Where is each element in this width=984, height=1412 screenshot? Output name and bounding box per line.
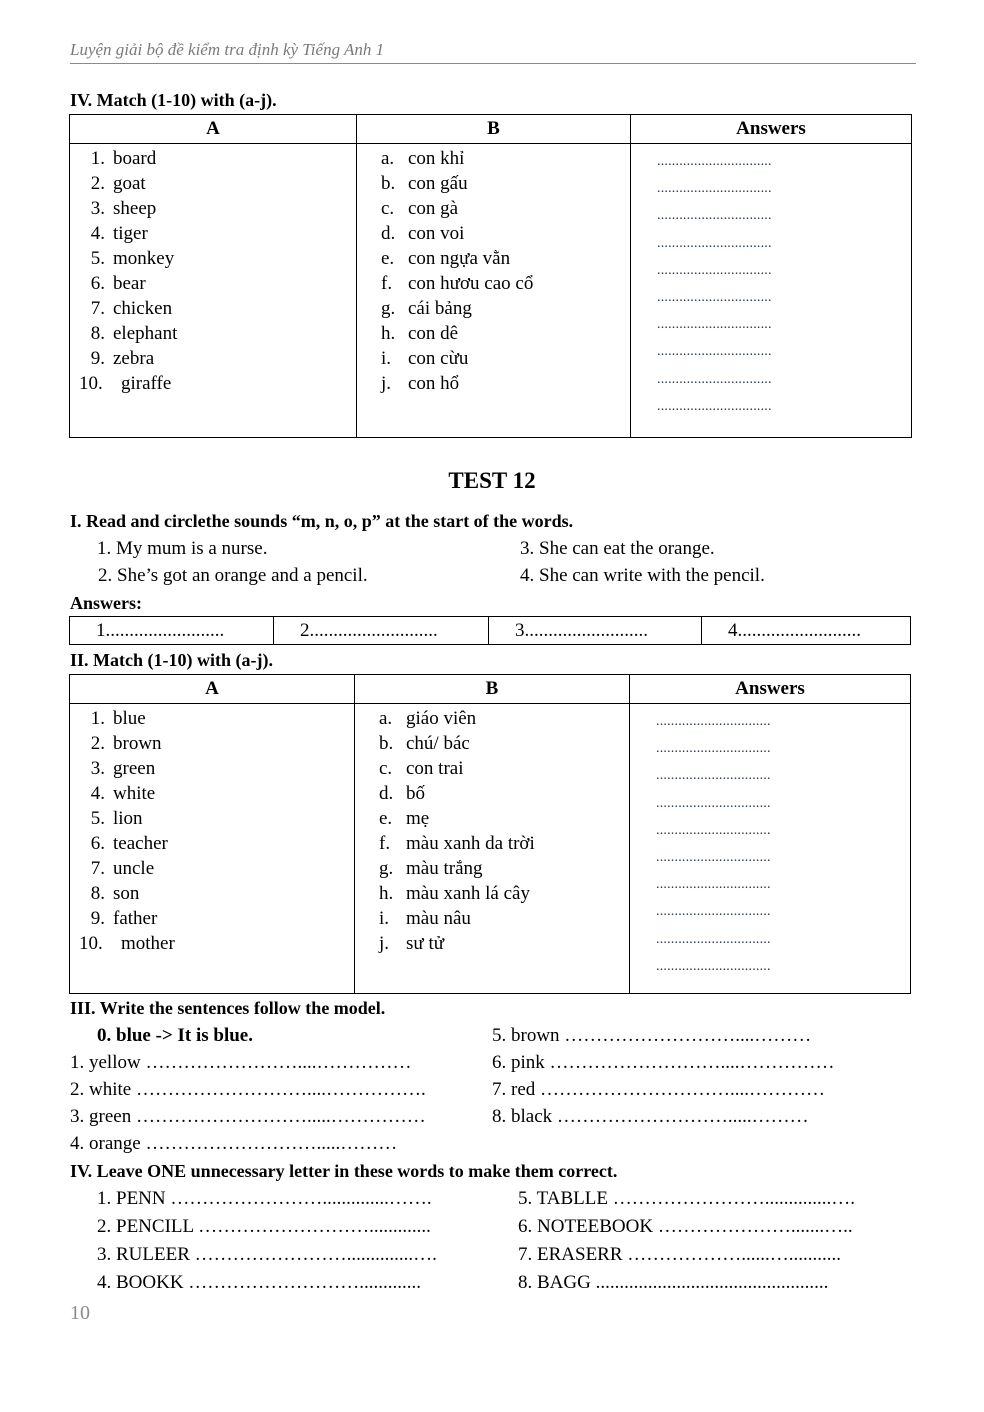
answer-blank[interactable]: ............................... [656, 741, 771, 757]
item-word: board [113, 148, 157, 169]
answer-blank[interactable]: ............................... [657, 262, 772, 278]
item-number: 1. [90, 708, 105, 729]
item-word: giraffe [121, 373, 172, 394]
item-word: tiger [113, 223, 148, 244]
model-example: 0. blue -> It is blue. [97, 1025, 253, 1046]
item-meaning: con khỉ [408, 148, 465, 169]
list-item-b [379, 781, 629, 806]
item-number: 2. [90, 733, 105, 754]
list-item-a [79, 246, 356, 271]
list-item-b [379, 881, 629, 906]
list-item-a [79, 856, 354, 881]
write-item-1[interactable]: 1. yellow ……………………....…………… [70, 1052, 412, 1073]
list-item-b [379, 831, 629, 856]
column-header-a: A [70, 675, 355, 704]
answer-blank[interactable]: ............................... [657, 371, 772, 387]
item-letter: c. [381, 198, 395, 219]
list-item-b [381, 196, 630, 221]
item-letter: i. [381, 348, 392, 369]
item-letter: c. [379, 758, 393, 779]
column-header-a: A [70, 115, 357, 144]
fix-word-item-2[interactable]: 2. PENCILL ………………………............. [97, 1216, 431, 1237]
answer-blank[interactable]: ............................... [657, 181, 772, 197]
item-word: brown [113, 733, 162, 754]
write-item-8[interactable]: 8. black ……………………….....……… [492, 1106, 809, 1127]
item-number: 9. [90, 348, 105, 369]
list-item-b [381, 346, 630, 371]
page-number: 10 [70, 1302, 90, 1324]
answer-cell-2[interactable]: 2........................... [274, 617, 489, 645]
section-heading-ii: II. Match (1-10) with (a-j). [70, 650, 273, 670]
item-meaning: con ngựa vằn [408, 248, 511, 269]
item-letter: f. [381, 273, 393, 294]
list-item-a [79, 321, 356, 346]
item-meaning: giáo viên [406, 708, 477, 729]
answers-label: Answers: [70, 593, 142, 613]
item-word: mother [121, 933, 175, 954]
item-meaning: con hươu cao cổ [408, 273, 534, 294]
item-number: 9. [90, 908, 105, 929]
list-item-a [79, 171, 356, 196]
answer-blank[interactable]: ............................... [656, 958, 771, 974]
answer-blank[interactable]: ............................... [656, 877, 771, 893]
item-number: 4. [90, 223, 105, 244]
item-number: 8. [90, 323, 105, 344]
sentence-3: 3. She can eat the orange. [520, 538, 715, 559]
list-item-b [381, 321, 630, 346]
list-item-b [381, 271, 630, 296]
list-item-a [79, 806, 354, 831]
answer-cell-3[interactable]: 3.......................... [489, 617, 702, 645]
write-item-2[interactable]: 2. white ………………………....……………. [70, 1079, 426, 1100]
item-number: 8. [90, 883, 105, 904]
item-meaning: bố [406, 783, 425, 804]
write-item-7[interactable]: 7. red …………………………....………… [492, 1079, 826, 1100]
answer-blank[interactable]: ............................... [657, 235, 772, 251]
column-header-b: B [357, 115, 631, 144]
item-number: 10. [79, 373, 103, 394]
answer-blank[interactable]: ............................... [656, 904, 771, 920]
list-item-a [79, 881, 354, 906]
list-item-b [381, 246, 630, 271]
column-b-list [355, 704, 630, 994]
item-letter: j. [379, 933, 390, 954]
item-meaning: màu xanh lá cây [406, 883, 530, 904]
item-letter: j. [381, 373, 392, 394]
item-letter: i. [379, 908, 390, 929]
fix-word-item-8[interactable]: 8. BAGG ................................................. [518, 1272, 829, 1293]
list-item-b [379, 806, 629, 831]
item-letter: b. [379, 733, 394, 754]
match-table-family-colors [69, 674, 911, 994]
list-item-a [79, 906, 354, 931]
item-meaning: cái bảng [408, 298, 472, 319]
item-meaning: màu trắng [406, 858, 483, 879]
section-heading-i: I. Read and circlethe sounds “m, n, o, p” at the start of the words. [70, 511, 574, 531]
fix-word-item-3[interactable]: 3. RULEER ……………………..............…. [97, 1244, 437, 1265]
write-item-6[interactable]: 6. pink ………………………....…………… [492, 1052, 835, 1073]
item-word: monkey [113, 248, 175, 269]
list-item-a [79, 756, 354, 781]
item-letter: h. [379, 883, 394, 904]
list-item-b [379, 931, 629, 956]
list-item-b [381, 171, 630, 196]
item-meaning: con gấu [408, 173, 468, 194]
answer-blank[interactable]: ............................... [656, 795, 771, 811]
item-meaning: con voi [408, 223, 465, 244]
column-header-answers: Answers [631, 115, 912, 144]
item-meaning: con cừu [408, 348, 469, 369]
fix-word-item-1[interactable]: 1. PENN ……………………..............……. [97, 1188, 432, 1209]
list-item-a [79, 221, 356, 246]
list-item-a [79, 146, 356, 171]
item-word: green [113, 758, 156, 779]
list-item-b [381, 146, 630, 171]
item-number: 4. [90, 783, 105, 804]
item-word: lion [113, 808, 143, 829]
answer-blank[interactable]: ............................... [656, 931, 771, 947]
list-item-a [79, 831, 354, 856]
item-letter: g. [381, 298, 396, 319]
list-item-b [379, 731, 629, 756]
list-item-a [79, 296, 356, 321]
item-word: goat [113, 173, 146, 194]
item-letter: g. [379, 858, 394, 879]
answer-cell-1[interactable]: 1......................... [70, 617, 274, 645]
item-number: 10. [79, 933, 103, 954]
item-meaning: con hổ [408, 373, 460, 394]
item-meaning: màu nâu [406, 908, 471, 929]
item-number: 7. [90, 858, 105, 879]
column-a-list [70, 144, 357, 438]
running-header: Luyện giải bộ đề kiểm tra định kỳ Tiếng Anh 1 [70, 40, 916, 64]
item-word: teacher [113, 833, 168, 854]
write-item-3[interactable]: 3. green ……………………….....…………… [70, 1106, 426, 1127]
answer-blank[interactable]: ............................... [657, 344, 772, 360]
item-meaning: con dê [408, 323, 459, 344]
section-heading-prev-iv: IV. Match (1-10) with (a-j). [70, 90, 277, 110]
list-item-b [379, 706, 629, 731]
list-item-a [79, 731, 354, 756]
answer-blank[interactable]: ............................... [656, 822, 771, 838]
list-item-a [79, 371, 356, 396]
item-word: elephant [113, 323, 178, 344]
item-number: 5. [90, 808, 105, 829]
answer-blank[interactable]: ............................... [656, 714, 771, 729]
column-header-answers: Answers [630, 675, 911, 704]
fix-word-item-5[interactable]: 5. TABLLE ……………………..............…. [518, 1188, 855, 1209]
item-meaning: chú/ bác [406, 733, 470, 754]
item-meaning: con trai [406, 758, 464, 779]
item-word: father [113, 908, 158, 929]
item-letter: e. [379, 808, 393, 829]
column-header-b: B [355, 675, 630, 704]
item-number: 6. [90, 833, 105, 854]
section-heading-iv: IV. Leave ONE unnecessary letter in these words to make them correct. [70, 1161, 618, 1181]
list-item-a [79, 781, 354, 806]
answers-table-section-i [69, 616, 911, 645]
item-number: 3. [90, 758, 105, 779]
list-item-b [379, 906, 629, 931]
list-item-b [381, 296, 630, 321]
item-letter: a. [381, 148, 395, 169]
item-meaning: sư tử [406, 933, 445, 954]
answer-cell-4[interactable]: 4.......................... [702, 617, 911, 645]
column-b-list [357, 144, 631, 438]
sentence-2: 2. She’s got an orange and a pencil. [98, 565, 368, 586]
item-number: 5. [90, 248, 105, 269]
answer-blank[interactable]: ............................... [656, 849, 771, 865]
item-letter: b. [381, 173, 396, 194]
section-heading-iii: III. Write the sentences follow the model. [70, 998, 386, 1018]
answer-blank[interactable]: ............................... [656, 768, 771, 784]
match-table-animals [69, 114, 912, 438]
item-word: white [113, 783, 156, 804]
list-item-a [79, 706, 354, 731]
item-number: 7. [90, 298, 105, 319]
item-letter: h. [381, 323, 396, 344]
answer-blank[interactable]: ............................... [657, 289, 772, 305]
fix-word-item-6[interactable]: 6. NOTEEBOOK ………………….......….. [518, 1216, 853, 1237]
item-number: 2. [90, 173, 105, 194]
item-word: chicken [113, 298, 173, 319]
item-meaning: con gà [408, 198, 459, 219]
item-letter: a. [379, 708, 393, 729]
item-word: zebra [113, 348, 155, 369]
fix-word-item-4[interactable]: 4. BOOKK ………………………............. [97, 1272, 422, 1293]
item-word: uncle [113, 858, 155, 879]
item-letter: e. [381, 248, 395, 269]
list-item-a [79, 346, 356, 371]
sentence-4: 4. She can write with the pencil. [520, 565, 765, 586]
list-item-b [381, 371, 630, 396]
fix-word-item-7[interactable]: 7. ERASERR ………………......…........... [518, 1244, 842, 1265]
list-item-b [379, 756, 629, 781]
answer-blank[interactable]: ............................... [657, 317, 772, 333]
item-letter: d. [379, 783, 394, 804]
item-letter: f. [379, 833, 391, 854]
item-word: bear [113, 273, 146, 294]
answers-column [631, 144, 912, 438]
write-item-5[interactable]: 5. brown ………………………....……… [492, 1025, 812, 1046]
answer-blank[interactable]: ............................... [657, 208, 772, 224]
list-item-b [381, 221, 630, 246]
list-item-a [79, 931, 354, 956]
list-item-b [379, 856, 629, 881]
list-item-a [79, 196, 356, 221]
item-number: 1. [90, 148, 105, 169]
item-word: son [113, 883, 140, 904]
list-item-a [79, 271, 356, 296]
item-number: 3. [90, 198, 105, 219]
item-meaning: mẹ [406, 808, 430, 829]
write-item-4[interactable]: 4. orange ……………………….....……… [70, 1133, 398, 1154]
sentence-1: 1. My mum is a nurse. [97, 538, 268, 559]
test-title: TEST 12 [448, 468, 536, 493]
item-number: 6. [90, 273, 105, 294]
item-word: sheep [113, 198, 157, 219]
column-a-list [70, 704, 355, 994]
item-word: blue [113, 708, 146, 729]
item-meaning: màu xanh da trời [406, 833, 535, 854]
answers-column [630, 704, 911, 994]
answer-blank[interactable]: ............................... [657, 154, 772, 169]
item-letter: d. [381, 223, 396, 244]
answer-blank[interactable]: ............................... [657, 398, 772, 414]
